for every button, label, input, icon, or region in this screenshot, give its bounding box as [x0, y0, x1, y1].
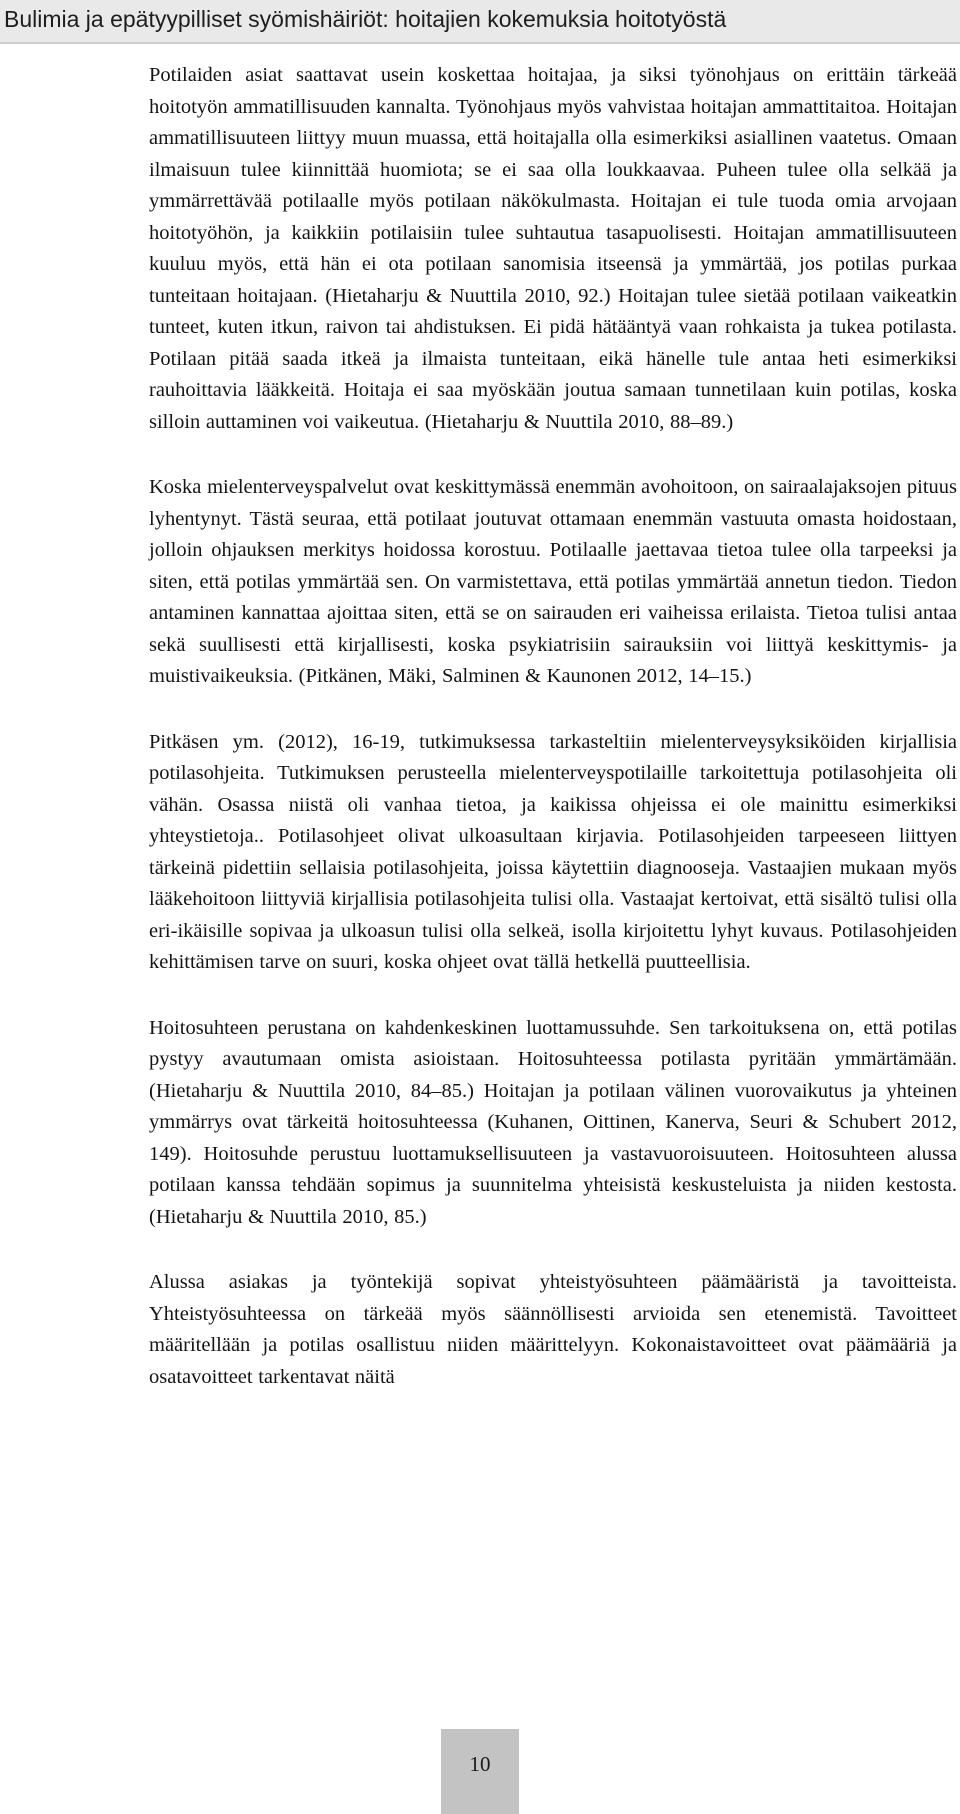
paragraph-care-relationship: Hoitosuhteen perustana on kahdenkeskinen luottamussuhde. Sen tarkoituksena on, että potilas pystyy avautumaan omista asioistaan. Hoitosuhteessa potilasta pyritään ymmärtämään. (Hietaharju & Nuuttila 2010, 84–85.) Hoitajan ja potilaan välinen vuorovaikutus ja yhteinen ymmärrys ovat tärkeitä hoitosuhteessa (Kuhanen, Oittinen, Kanerva, Seuri & Schubert 2012, 149). Hoitosuhde perustuu luottamuksellisuuteen ja vastavuoroisuuteen. Hoitosuhteen alussa potilaan kanssa tehdään sopimus ja suunnitelma yhteisistä keskusteluista ja niiden kestosta. (Hietaharju & Nuuttila 2010, 85.) — [149, 1016, 957, 1228]
paragraph-patient-instructions: Pitkäsen ym. (2012), 16-19, tutkimuksessa tarkasteltiin mielenterveysyksiköiden kirjallisia potilasohjeita. Tutkimuksen perusteella mielenterveyspotilaille tarkoitettuja potilasohjeita oli vähän. Osassa niistä oli vanhaa tietoa, ja kaikissa ohjeissa ei ole mainittu esimerkiksi yhteystietoja.. Potilasohjeet olivat ulkoasultaan kirjavia. Potilasohjeiden tarpeeseen liittyen tärkeinä pidettiin sellaisia potilasohjeita, joissa käytettiin diagnooseja. Vastaajien mukaan myös lääkehoitoon liittyviä kirjallisia potilasohjeita tulisi olla. Vastaajat kertoivat, että sisältö tulisi olla eri-ikäisille sopivaa ja ulkoasun tulisi olla selkeä, isolla kirjoitettu lyhyt kuvaus. Potilasohjeiden kehittämisen tarve on suuri, koska ohjeet ovat tällä hetkellä puutteellisia. — [149, 730, 957, 973]
page-body — [149, 60, 957, 1429]
document-title: Bulimia ja epätyypilliset syömishäiriöt: hoitajien kokemuksia hoitotyöstä — [4, 6, 727, 32]
paragraph-goals: Alussa asiakas ja työntekijä sopivat yhteistyösuhteen päämääristä ja tavoitteista. Yhteistyösuhteessa on tärkeää myös säännöllisesti arvioida sen etenemistä. Tavoitteet määritellään ja potilas osallistuu niiden määrittelyyn. Kokonaistavoitteet ovat päämääriä ja osatavoitteet tarkentavat näitä — [149, 1271, 957, 1388]
paragraph-professionalism: Potilaiden asiat saattavat usein koskettaa hoitajaa, ja siksi työnohjaus on erittäin tärkeää hoitotyön ammatillisuuden kannalta. Työnohjaus myös vahvistaa hoitajan ammattitaitoa. Hoitajan ammatillisuuteen liittyy muun muassa, että hoitajalla olla esimerkiksi asiallinen vaatetus. Omaan ilmaisuun tulee kiinnittää huomiota; se ei saa olla loukkaavaa. Puheen tulee olla selkää ja ymmärrettävää potilaalle myös potilaan näkökulmasta. Hoitajan ei tule tuoda omia arvojaan hoitotyöhön, ja kaikkiin potilaisiin tulee suhtautua tasapuolisesti. Hoitajan ammatillisuuteen kuuluu myös, että hän ei ota potilaan sanomisia itseensä ja ymmärtää, jos potilas purkaa tunteitaan hoitajaan. (Hietaharju & Nuuttila 2010, 92.) Hoitajan tulee sietää potilaan vaikeatkin tunteet, kuten itkun, raivon tai ahdistuksen. Ei pidä hätääntyä vaan rohkaista ja tukea potilasta. Potilaan pitää saada itkeä ja ilmaista tunteitaan, eikä hänelle tule antaa heti esimerkiksi rauhoittavia lääkkeitä. Hoitaja ei saa myöskään joutua samaan tunnetilaan kuin potilas, koska silloin auttaminen voi vaikeutua. (Hietaharju & Nuuttila 2010, 88–89.) — [149, 64, 957, 433]
paragraph-outpatient-guidance: Koska mielenterveyspalvelut ovat keskittymässä enemmän avohoitoon, on sairaalajaksojen pituus lyhentynyt. Tästä seuraa, että potilaat joutuvat ottamaan enemmän vastuuta omasta hoidostaan, jolloin ohjauksen merkitys hoidossa korostuu. Potilaalle jaettavaa tietoa tulee olla tarpeeksi ja siten, että potilas ymmärtää sen. On varmistettava, että potilas ymmärtää annetun tiedon. Tiedon antaminen kannattaa ajoittaa siten, että se on sairauden eri vaiheissa erilaista. Tietoa tulisi antaa sekä suullisesti että kirjallisesti, koska psykiatrisiin sairauksiin voi liittyä keskittymis- ja muistivaikeuksia. (Pitkänen, Mäki, Salminen & Kaunonen 2012, 14–15.) — [149, 476, 957, 687]
page-number-box — [441, 1729, 519, 1814]
running-header — [0, 0, 960, 44]
page-number: 10 — [469, 1752, 491, 1776]
